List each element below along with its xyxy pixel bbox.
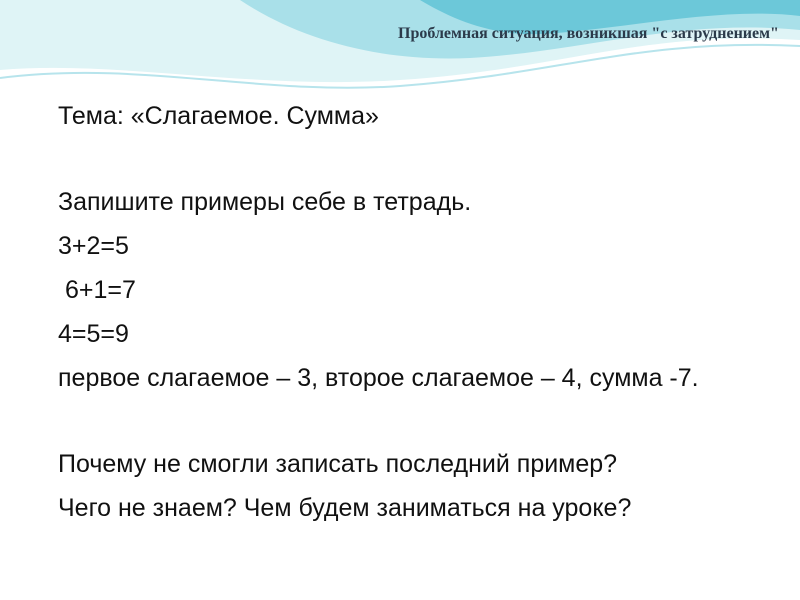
question-1: Почему не смогли записать последний пример? [58,450,618,478]
topic-line: Тема: «Слагаемое. Сумма» [58,102,379,130]
example-2: 6+1=7 [58,276,136,304]
statement-line: первое слагаемое – 3, второе слагаемое – 4, сумма -7. [58,364,699,392]
spacer [58,138,788,180]
question-2: Чего не знаем? Чем будем заниматься на уроке? [58,494,632,522]
instruction-line: Запишите примеры себе в тетрадь. [58,188,472,216]
example-3: 4=5=9 [58,320,129,348]
slide-body [58,94,788,530]
slide-header-title: Проблемная ситуация, возникшая "с затруднением" [398,25,779,42]
example-1: 3+2=5 [58,232,129,260]
spacer [58,400,788,442]
